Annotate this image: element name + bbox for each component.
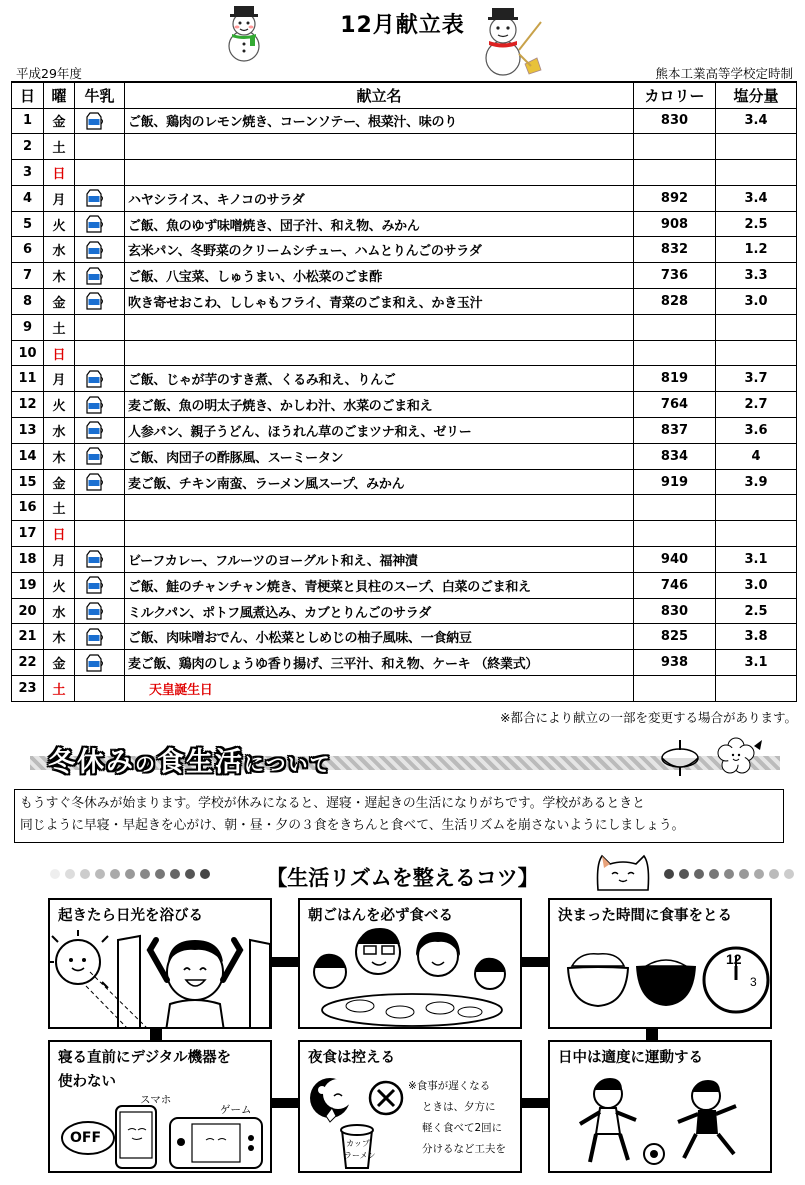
row-milk <box>75 521 125 547</box>
tip-panel-late-snack <box>298 1040 522 1173</box>
tip-caption-5: 夜食は控える <box>308 1050 395 1066</box>
row-salt: 3.4 <box>716 185 797 211</box>
row-milk <box>75 624 125 650</box>
row-milk <box>75 340 125 366</box>
table-row <box>12 211 797 237</box>
row-weekday: 金 <box>44 469 75 495</box>
row-salt: 4 <box>716 443 797 469</box>
row-salt <box>716 340 797 366</box>
svg-text:3: 3 <box>750 975 757 989</box>
row-calories: 830 <box>634 598 716 624</box>
milk-carton-icon <box>85 396 105 414</box>
tip-caption-6: 日中は適度に運動する <box>558 1050 703 1066</box>
row-calories <box>634 160 716 186</box>
winter-banner <box>30 742 780 776</box>
table-row <box>12 160 797 186</box>
row-menu <box>125 495 634 521</box>
row-milk <box>75 237 125 263</box>
row-calories: 940 <box>634 547 716 573</box>
col-weekday: 曜 <box>44 82 75 108</box>
snack-note-4: 分けるなど工夫を <box>422 1143 506 1155</box>
banner-word-4: について <box>244 752 332 776</box>
tips-title: 【生活リズムを整えるコツ】 <box>266 866 539 890</box>
row-salt: 3.1 <box>716 650 797 676</box>
row-milk <box>75 314 125 340</box>
row-day: 9 <box>12 314 44 340</box>
row-weekday: 日 <box>44 340 75 366</box>
row-milk <box>75 392 125 418</box>
row-milk <box>75 211 125 237</box>
row-weekday: 土 <box>44 314 75 340</box>
row-calories: 736 <box>634 263 716 289</box>
row-calories: 746 <box>634 572 716 598</box>
row-day: 7 <box>12 263 44 289</box>
row-menu <box>125 314 634 340</box>
snack-note-3: 軽く食べて2回に <box>422 1122 503 1134</box>
row-weekday: 日 <box>44 160 75 186</box>
row-milk <box>75 598 125 624</box>
row-weekday: 木 <box>44 443 75 469</box>
table-row <box>12 469 797 495</box>
menu-table <box>11 81 797 702</box>
row-day: 20 <box>12 598 44 624</box>
cat-icon <box>592 850 654 894</box>
col-calories: カロリー <box>634 82 716 108</box>
row-day: 12 <box>12 392 44 418</box>
row-milk <box>75 495 125 521</box>
table-row <box>12 624 797 650</box>
table-row <box>12 521 797 547</box>
phone-label: スマホ <box>140 1094 172 1106</box>
row-milk <box>75 443 125 469</box>
col-menu: 献立名 <box>125 82 634 108</box>
tip-caption-4a: 寝る直前にデジタル機器を <box>58 1050 232 1066</box>
tip-panel-exercise <box>548 1040 772 1173</box>
snowman-right-icon <box>467 2 547 78</box>
dots-right <box>664 869 794 879</box>
table-row <box>12 134 797 160</box>
milk-carton-icon <box>85 576 105 594</box>
row-calories: 825 <box>634 624 716 650</box>
row-salt: 3.0 <box>716 289 797 315</box>
row-weekday: 土 <box>44 495 75 521</box>
row-menu: ご飯、鶏肉のレモン焼き、コーンソテー、根菜汁、味のり <box>125 108 634 134</box>
tip-caption-4b: 使わない <box>58 1074 116 1090</box>
row-calories: 830 <box>634 108 716 134</box>
top-and-flower-icon <box>658 736 788 780</box>
table-row <box>12 392 797 418</box>
table-row <box>12 676 797 702</box>
row-weekday: 日 <box>44 521 75 547</box>
intro-line-1: もうすぐ冬休みが始まります。学校が休みになると、遅寝・遅起きの生活になりがちです。学校があるときと <box>20 796 645 811</box>
school-name: 熊本工業高等学校定時制 <box>655 66 793 81</box>
snack-note-1: ※食事が遅くなる <box>408 1080 491 1092</box>
row-day: 6 <box>12 237 44 263</box>
row-menu <box>125 160 634 186</box>
banner-word-1: 冬休み <box>48 747 135 778</box>
row-weekday: 金 <box>44 108 75 134</box>
row-salt <box>716 521 797 547</box>
row-weekday: 火 <box>44 392 75 418</box>
row-menu: 吹き寄せおこわ、ししゃもフライ、青菜のごま和え、かき玉汁 <box>125 289 634 315</box>
row-salt: 3.6 <box>716 418 797 444</box>
row-calories <box>634 495 716 521</box>
row-day: 15 <box>12 469 44 495</box>
row-weekday: 土 <box>44 676 75 702</box>
row-menu: ご飯、八宝菜、しゅうまい、小松菜のごま酢 <box>125 263 634 289</box>
row-weekday: 木 <box>44 624 75 650</box>
row-weekday: 土 <box>44 134 75 160</box>
row-salt: 3.4 <box>716 108 797 134</box>
row-calories: 828 <box>634 289 716 315</box>
row-day: 19 <box>12 572 44 598</box>
row-menu: 麦ご飯、魚の明太子焼き、かしわ汁、水菜のごま和え <box>125 392 634 418</box>
milk-carton-icon <box>85 628 105 646</box>
table-row <box>12 572 797 598</box>
row-day: 18 <box>12 547 44 573</box>
row-calories <box>634 676 716 702</box>
milk-carton-icon <box>85 292 105 310</box>
table-row <box>12 366 797 392</box>
row-milk <box>75 366 125 392</box>
tip-caption-2: 朝ごはんを必ず食べる <box>308 908 453 924</box>
row-salt: 3.9 <box>716 469 797 495</box>
row-day: 17 <box>12 521 44 547</box>
milk-carton-icon <box>85 421 105 439</box>
row-menu <box>125 134 634 160</box>
banner-word-3: 食生活 <box>157 747 244 778</box>
row-weekday: 火 <box>44 211 75 237</box>
tip-caption-3: 決まった時間に食事をとる <box>558 908 732 924</box>
row-weekday: 木 <box>44 263 75 289</box>
row-calories: 832 <box>634 237 716 263</box>
row-day: 1 <box>12 108 44 134</box>
table-row <box>12 443 797 469</box>
tip-caption-4 <box>58 1046 231 1094</box>
table-row <box>12 289 797 315</box>
row-salt: 2.5 <box>716 211 797 237</box>
row-calories <box>634 134 716 160</box>
row-milk <box>75 572 125 598</box>
row-calories: 908 <box>634 211 716 237</box>
change-note: ※都合により献立の一部を変更する場合があります。 <box>500 710 797 725</box>
tip-panel-meal-time <box>548 898 772 1029</box>
row-day: 13 <box>12 418 44 444</box>
row-salt <box>716 495 797 521</box>
row-menu: ハヤシライス、キノコのサラダ <box>125 185 634 211</box>
row-salt <box>716 160 797 186</box>
row-menu: 天皇誕生日 <box>125 676 634 702</box>
row-milk <box>75 650 125 676</box>
era-year: 平成29年度 <box>16 66 82 81</box>
row-salt: 3.1 <box>716 547 797 573</box>
banner-title <box>48 740 332 779</box>
row-milk <box>75 160 125 186</box>
cup-label: カップ <box>346 1139 370 1148</box>
row-menu: ビーフカレー、フルーツのヨーグルト和え、福神漬 <box>125 547 634 573</box>
row-weekday: 金 <box>44 650 75 676</box>
row-day: 8 <box>12 289 44 315</box>
row-calories: 837 <box>634 418 716 444</box>
game-label: ゲーム <box>220 1104 252 1116</box>
row-milk <box>75 547 125 573</box>
table-row <box>12 237 797 263</box>
row-salt <box>716 676 797 702</box>
milk-carton-icon <box>85 654 105 672</box>
row-day: 4 <box>12 185 44 211</box>
table-row <box>12 418 797 444</box>
row-calories <box>634 340 716 366</box>
row-calories: 819 <box>634 366 716 392</box>
row-salt: 1.2 <box>716 237 797 263</box>
row-milk <box>75 469 125 495</box>
row-menu <box>125 340 634 366</box>
winter-intro <box>14 789 784 843</box>
tip-panel-sunlight <box>48 898 272 1029</box>
row-weekday: 月 <box>44 185 75 211</box>
row-milk <box>75 263 125 289</box>
milk-carton-icon <box>85 370 105 388</box>
banner-word-2: の <box>135 752 157 776</box>
off-label: OFF <box>70 1130 102 1146</box>
row-menu: ご飯、肉味噌おでん、小松菜としめじの柚子風味、一食納豆 <box>125 624 634 650</box>
row-milk <box>75 418 125 444</box>
row-calories <box>634 521 716 547</box>
row-weekday: 月 <box>44 366 75 392</box>
row-salt: 2.5 <box>716 598 797 624</box>
row-menu: 人参パン、親子うどん、ほうれん草のごまツナ和え、ゼリー <box>125 418 634 444</box>
intro-line-2: 同じように早寝・早起きを心がけ、朝・昼・夕の３食をきちんと食べて、生活リズムを崩さないようにしましょう。 <box>20 818 685 833</box>
row-day: 5 <box>12 211 44 237</box>
table-row <box>12 495 797 521</box>
row-menu: 玄米パン、冬野菜のクリームシチュー、ハムとりんごのサラダ <box>125 237 634 263</box>
tip-panel-devices <box>48 1040 272 1173</box>
row-weekday: 金 <box>44 289 75 315</box>
milk-carton-icon <box>85 550 105 568</box>
row-day: 3 <box>12 160 44 186</box>
table-row <box>12 108 797 134</box>
row-calories: 938 <box>634 650 716 676</box>
row-menu: 麦ご飯、チキン南蛮、ラーメン風スープ、みかん <box>125 469 634 495</box>
milk-carton-icon <box>85 241 105 259</box>
row-day: 14 <box>12 443 44 469</box>
col-salt: 塩分量 <box>716 82 797 108</box>
row-weekday: 水 <box>44 598 75 624</box>
row-milk <box>75 676 125 702</box>
row-milk <box>75 289 125 315</box>
row-milk <box>75 185 125 211</box>
row-weekday: 火 <box>44 572 75 598</box>
table-row <box>12 598 797 624</box>
milk-carton-icon <box>85 189 105 207</box>
header <box>0 0 805 80</box>
row-menu: ご飯、肉団子の酢豚風、スーミータン <box>125 443 634 469</box>
row-weekday: 水 <box>44 418 75 444</box>
milk-carton-icon <box>85 112 105 130</box>
table-row <box>12 340 797 366</box>
row-salt: 3.3 <box>716 263 797 289</box>
menu-body <box>12 108 797 701</box>
row-menu <box>125 521 634 547</box>
row-calories: 892 <box>634 185 716 211</box>
row-day: 16 <box>12 495 44 521</box>
row-calories: 919 <box>634 469 716 495</box>
row-salt: 3.0 <box>716 572 797 598</box>
row-salt: 3.8 <box>716 624 797 650</box>
row-salt <box>716 314 797 340</box>
row-salt: 2.7 <box>716 392 797 418</box>
table-row <box>12 185 797 211</box>
tip-panel-breakfast <box>298 898 522 1029</box>
row-calories: 834 <box>634 443 716 469</box>
svg-text:12: 12 <box>726 951 742 967</box>
row-milk <box>75 108 125 134</box>
row-weekday: 月 <box>44 547 75 573</box>
row-salt <box>716 134 797 160</box>
milk-carton-icon <box>85 473 105 491</box>
tip-caption-1: 起きたら日光を浴びる <box>58 908 203 924</box>
ramen-label: ラーメン <box>344 1151 376 1160</box>
table-row <box>12 263 797 289</box>
col-day: 日 <box>12 82 44 108</box>
col-milk: 牛乳 <box>75 82 125 108</box>
milk-carton-icon <box>85 215 105 233</box>
row-weekday: 水 <box>44 237 75 263</box>
snack-note-2: ときは、夕方に <box>422 1101 496 1113</box>
table-row <box>12 650 797 676</box>
row-day: 2 <box>12 134 44 160</box>
milk-carton-icon <box>85 447 105 465</box>
row-calories <box>634 314 716 340</box>
row-menu: ご飯、魚のゆず味噌焼き、団子汁、和え物、みかん <box>125 211 634 237</box>
milk-carton-icon <box>85 602 105 620</box>
table-row <box>12 547 797 573</box>
row-menu: ミルクパン、ポトフ風煮込み、カブとりんごのサラダ <box>125 598 634 624</box>
row-day: 23 <box>12 676 44 702</box>
row-calories: 764 <box>634 392 716 418</box>
row-salt: 3.7 <box>716 366 797 392</box>
milk-carton-icon <box>85 267 105 285</box>
row-menu: ご飯、じゃが芋のすき煮、くるみ和え、りんご <box>125 366 634 392</box>
row-milk <box>75 134 125 160</box>
row-menu: 麦ご飯、鶏肉のしょうゆ香り揚げ、三平汁、和え物、ケーキ （終業式） <box>125 650 634 676</box>
table-row <box>12 314 797 340</box>
row-day: 22 <box>12 650 44 676</box>
row-day: 21 <box>12 624 44 650</box>
row-menu: ご飯、鮭のチャンチャン焼き、青梗菜と貝柱のスープ、白菜のごま和え <box>125 572 634 598</box>
page-title: 12月献立表 <box>340 13 465 38</box>
row-day: 11 <box>12 366 44 392</box>
row-day: 10 <box>12 340 44 366</box>
